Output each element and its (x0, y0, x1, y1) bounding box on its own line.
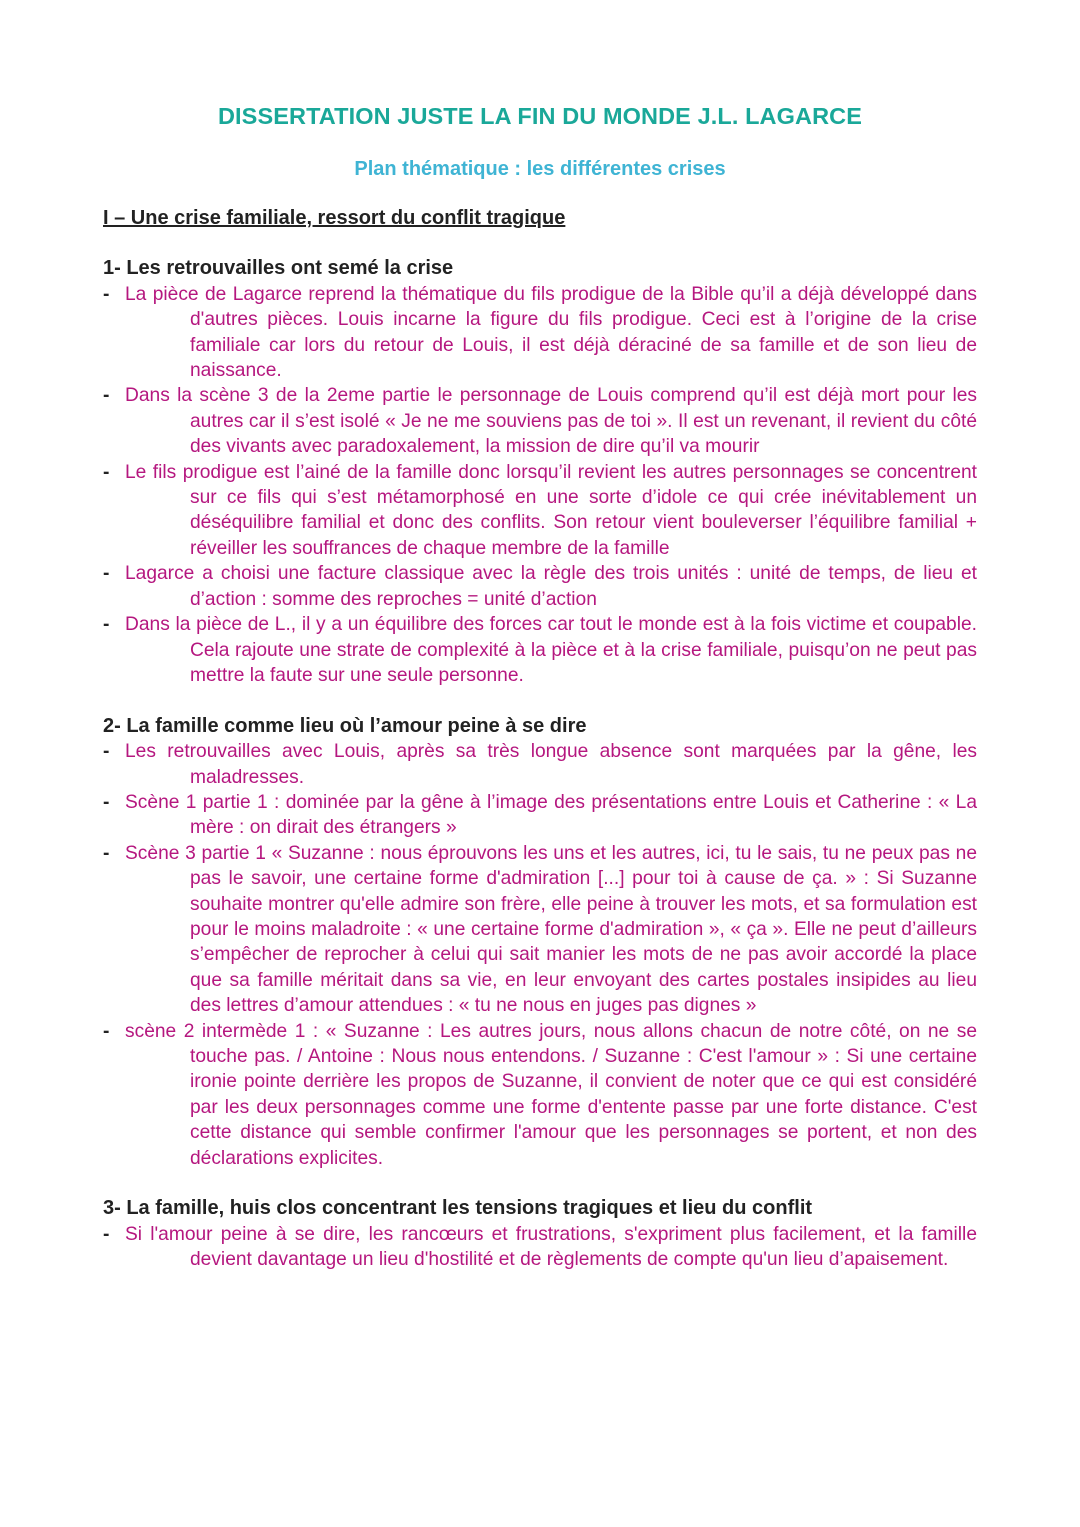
bullet-dash: - (103, 791, 110, 813)
bullet-dash: - (103, 1020, 110, 1042)
bullet-dash: - (103, 563, 110, 585)
bullet-list (103, 739, 977, 1171)
section-heading: 3- La famille, huis clos concentrant les tensions tragiques et lieu du conflit (103, 1197, 813, 1220)
bullet-text: Si l'amour peine à se dire, les rancœurs et frustrations, s'expriment plus facilement, et la famille devient davantage un lieu d'hostilité et de règlements de compte qu'un lieu d’apaisement. (125, 1223, 977, 1271)
bullet-text: scène 2 intermède 1 : « Suzanne : Les autres jours, nous allons chacun de notre côté, on ne se touche pas. / Antoine : Nous nous entendons. / Suzanne : C'est l'amour » : Si une certaine ironie pointe derrière les propos de Suzanne, il convient de noter que ce qui est considéré par les deux personnages comme une forme d'entente passe par une forte distance. C'est cette distance qui semble confirmer l'amour que les personnages se portent, et non des déclarations explicites. (125, 1020, 977, 1169)
section-3 (103, 1196, 977, 1272)
bullet-dash: - (103, 283, 110, 305)
bullet-dash: - (103, 385, 110, 407)
part-heading: I – Une crise familiale, ressort du conflit tragique (103, 207, 566, 229)
bullet-text: Scène 3 partie 1 « Suzanne : nous éprouvons les uns et les autres, ici, tu le sais, tu ne peux pas ne pas le savoir, une certaine forme d'admiration [...] pour toi à cause de ça. » : Si Suzanne souhaite montrer qu'elle admire son frère, elle peine à trouver les mots, et sa formulation est pour le moins maladroite : « une certaine forme d'admiration », « ça ». Elle ne peut d’ailleurs s’empêcher de reprocher à celui qui sait manier les mots de ne pas avoir accordé la place que sa famille méritait dans sa vie, en leur envoyant des cartes postales insipides au lieu des lettres d’amour attendues : « tu ne nous en juges pas dignes » (125, 842, 977, 1017)
bullet-text: Lagarce a choisi une facture classique avec la règle des trois unités : unité de temps, de lieu et d’action : somme des reproches = unité d’action (125, 563, 977, 610)
bullet-item (103, 841, 977, 1019)
bullet-dash: - (103, 461, 110, 483)
section-heading: 2- La famille comme lieu où l’amour peine à se dire (103, 714, 587, 737)
bullet-dash: - (103, 614, 110, 636)
bullet-item (103, 1222, 977, 1273)
bullet-text: La pièce de Lagarce reprend la thématique du fils prodigue de la Bible qu’il a déjà développé dans d'autres pièces. Louis incarne la figure du fils prodigue. Ceci est à l’origine de la crise familiale car lors du retour de Louis, il est déjà déraciné de sa famille et de son lieu de naissance. (125, 283, 977, 382)
bullet-text: Dans la pièce de L., il y a un équilibre des forces car tout le monde est à la fois victime et coupable. Cela rajoute une strate de complexité à la pièce et à la crise familiale, puisqu’on ne peut pas mettre la faute sur une seule personne. (125, 614, 977, 686)
bullet-item (103, 790, 977, 841)
bullet-dash: - (103, 1223, 110, 1245)
bullet-item (103, 383, 977, 459)
bullet-item (103, 460, 977, 562)
bullet-item (103, 561, 977, 612)
document-body (103, 206, 977, 1298)
bullet-list (103, 1222, 977, 1273)
bullet-text: Les retrouvailles avec Louis, après sa très longue absence sont marquées par la gêne, les maladresses. (125, 741, 977, 788)
document-title: DISSERTATION JUSTE LA FIN DU MONDE J.L. LAGARCE (217, 103, 862, 129)
bullet-dash: - (103, 842, 110, 864)
bullet-text: Dans la scène 3 de la 2eme partie le personnage de Louis comprend qu’il est déjà mort pour les autres car il s’est isolé « Je ne me souviens pas de toi ». Il est un revenant, il revient du côté des vivants avec paradoxalement, la mission de dire qu’il va mourir (125, 385, 977, 458)
bullet-item (103, 1019, 977, 1171)
bullet-item (103, 739, 977, 790)
bullet-item (103, 282, 977, 384)
bullet-item (103, 612, 977, 688)
document-subtitle: Plan thématique : les différentes crises (354, 158, 726, 180)
section-2 (103, 714, 977, 1171)
section-heading: 1- Les retrouvailles ont semé la crise (103, 257, 454, 280)
section-1 (103, 256, 977, 688)
bullet-list (103, 282, 977, 689)
bullet-dash: - (103, 741, 110, 763)
bullet-text: Scène 1 partie 1 : dominée par la gêne à l’image des présentations entre Louis et Catherine : « La mère : on dirait des étrangers » (125, 791, 977, 839)
bullet-text: Le fils prodigue est l’ainé de la famille donc lorsqu’il revient les autres personnages se concentrent sur ce fils qui s’est métamorphosé en une sorte d’idole ce qui crée inévitablement un déséquilibre familial et donc des conflits. Son retour vient bouleverser l’équilibre familial + réveiller les souffrances de chaque membre de la famille (125, 461, 977, 559)
